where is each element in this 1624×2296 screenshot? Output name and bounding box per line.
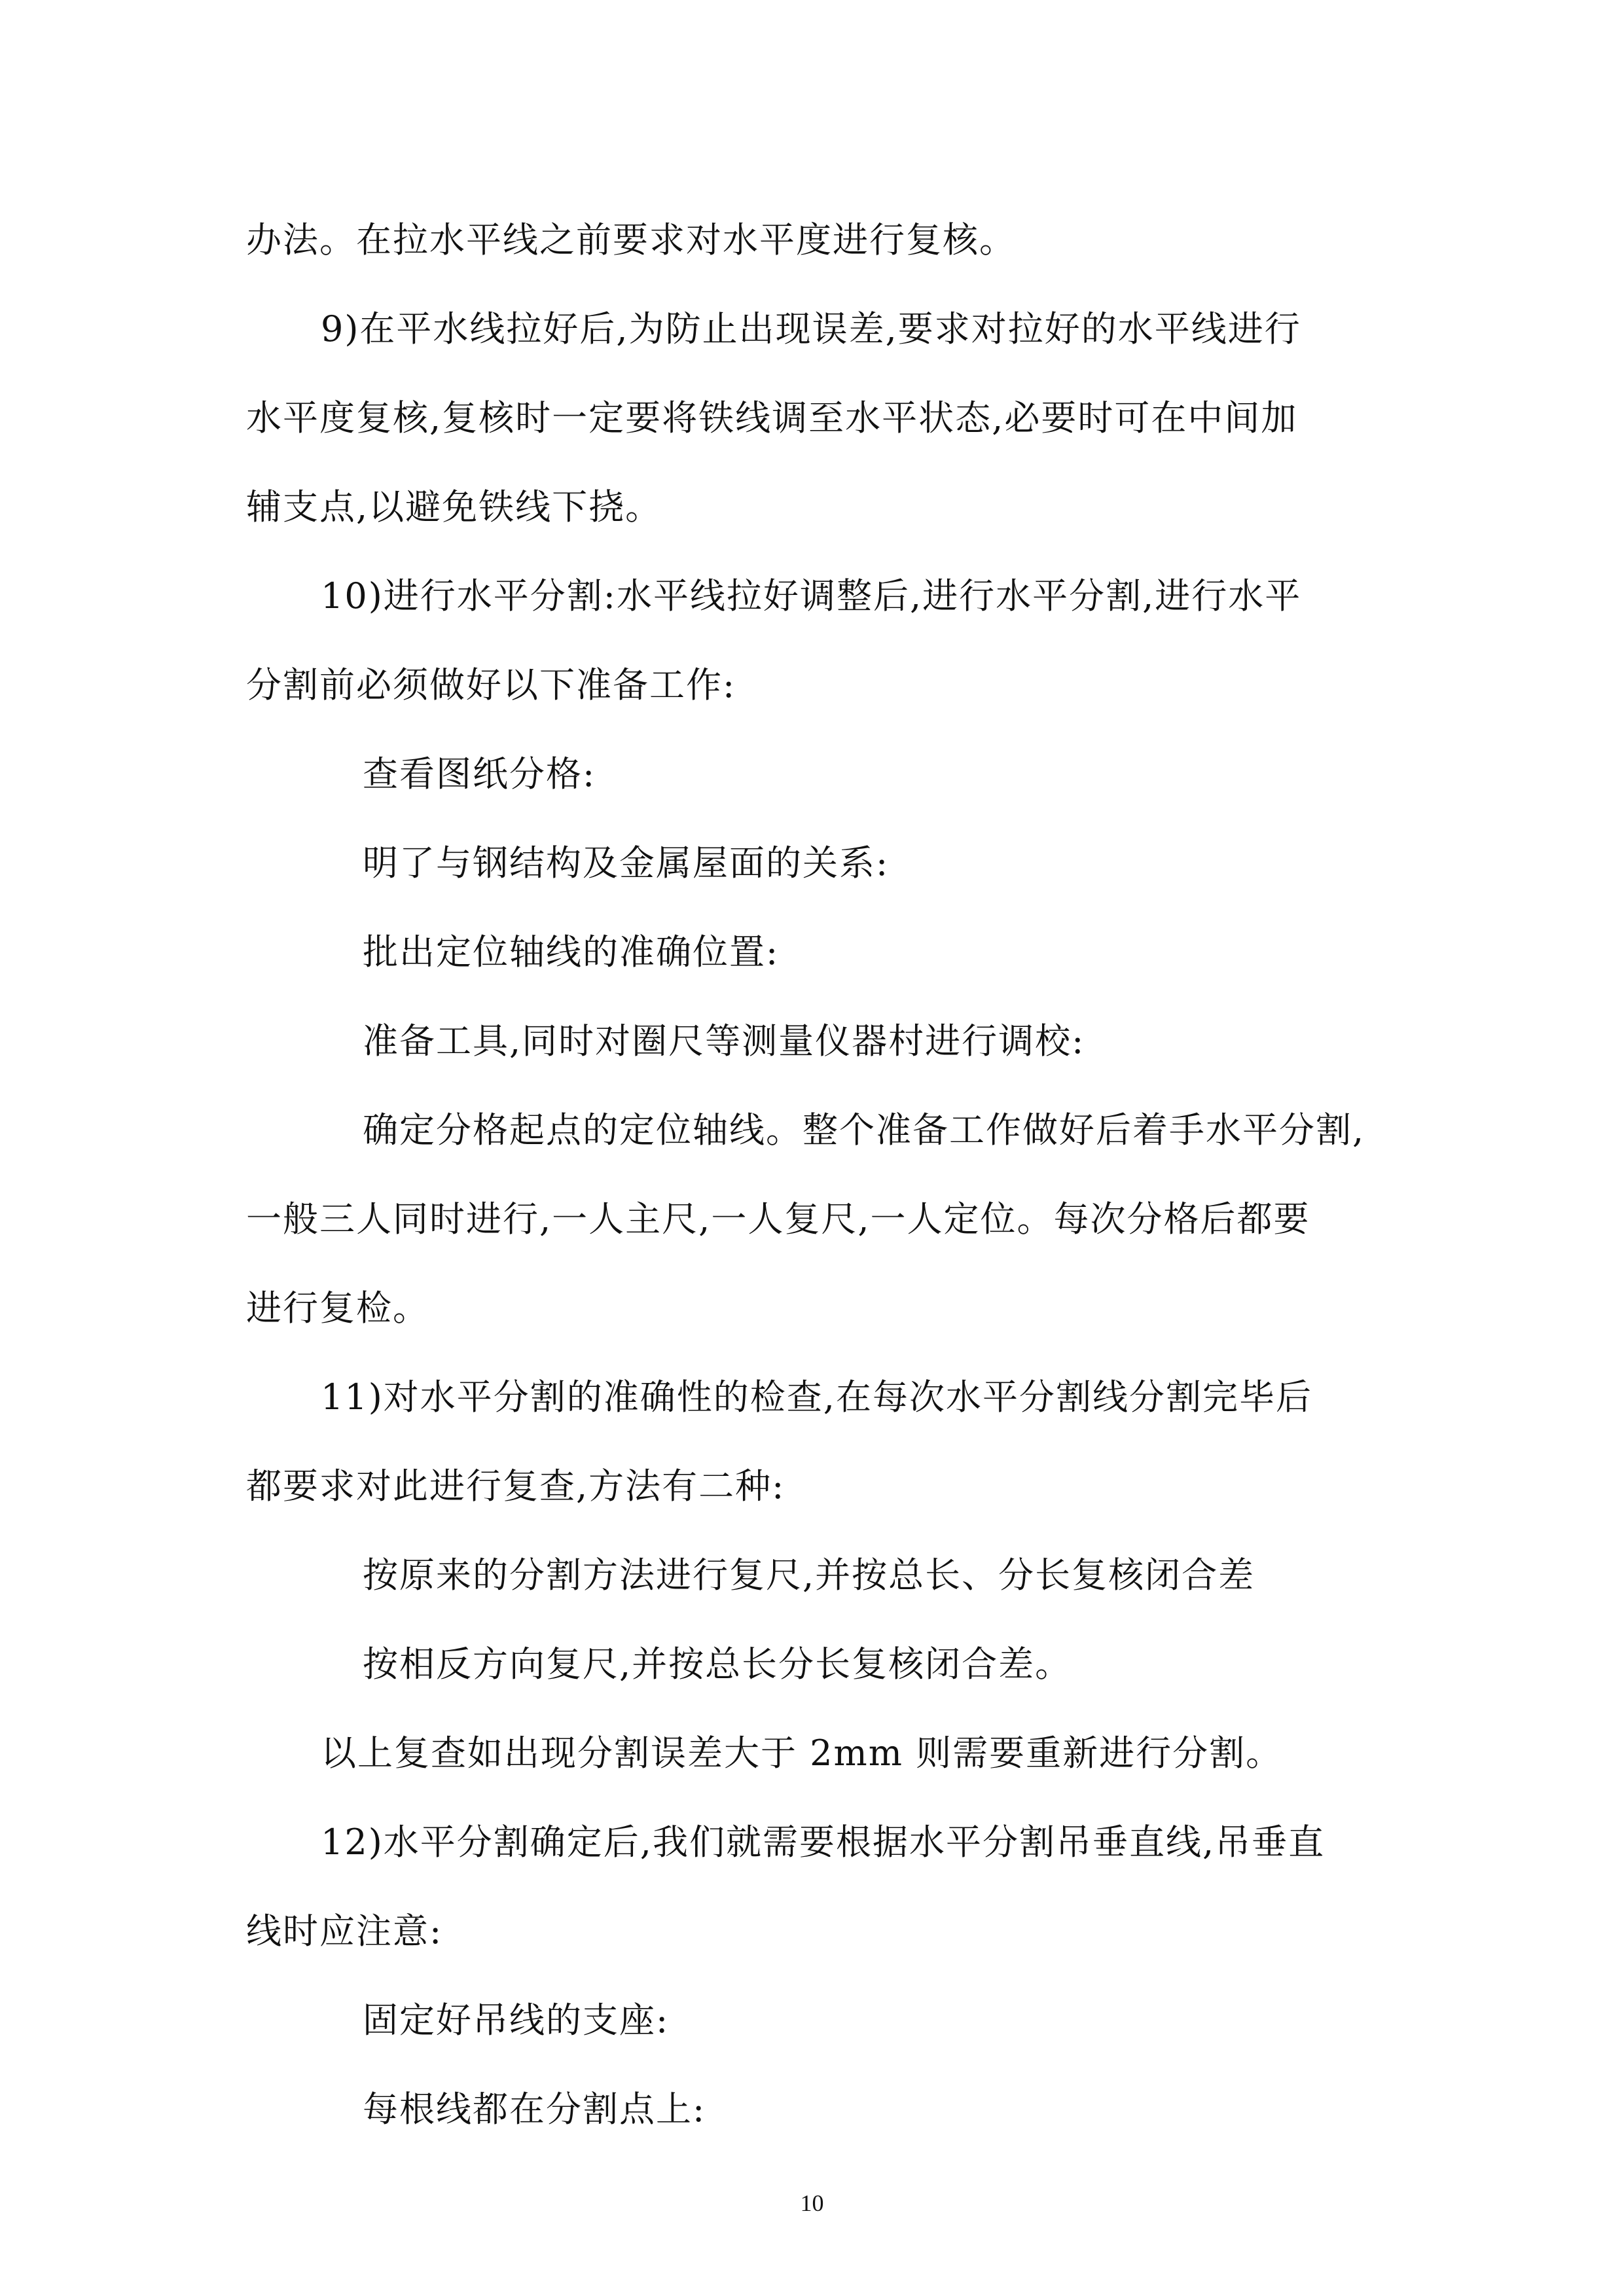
text-line-4: 辅支点,以避免铁线下挠。 bbox=[246, 486, 662, 528]
text-line-6: 分割前必须做好以下准备工作: bbox=[246, 664, 736, 706]
text-line-2: 9)在平水线拉好后,为防止出现误差,要求对拉好的水平线进行 bbox=[321, 308, 1301, 350]
text-line-15: 都要求对此进行复查,方法有二种: bbox=[246, 1465, 785, 1507]
text-line-1: 办法。在拉水平线之前要求对水平度进行复核。 bbox=[246, 219, 1016, 260]
text-line-14: 11)对水平分割的准确性的检查,在每次水平分割线分割完毕后 bbox=[321, 1376, 1312, 1418]
text-line-18: 以上复查如出现分割误差大于 2mm 则需要重新进行分割。 bbox=[321, 1732, 1283, 1774]
text-line-9: 批出定位轴线的准确位置: bbox=[363, 931, 780, 973]
text-line-19: 12)水平分割确定后,我们就需要根据水平分割吊垂直线,吊垂直 bbox=[321, 1821, 1326, 1863]
text-line-11: 确定分格起点的定位轴线。整个准备工作做好后着手水平分割, bbox=[363, 1109, 1365, 1151]
text-line-13: 进行复检。 bbox=[246, 1287, 429, 1329]
text-line-21: 固定好吊线的支座: bbox=[363, 2000, 670, 2041]
text-line-10: 准备工具,同时对圈尺等测量仪器村进行调校: bbox=[363, 1020, 1085, 1062]
text-line-8: 明了与钢结构及金属屋面的关系: bbox=[363, 842, 890, 884]
text-line-3: 水平度复核,复核时一定要将铁线调至水平状态,必要时可在中间加 bbox=[246, 397, 1298, 439]
text-line-12: 一般三人同时进行,一人主尺,一人复尺,一人定位。每次分格后都要 bbox=[246, 1198, 1310, 1240]
text-line-17: 按相反方向复尺,并按总长分长复核闭合差。 bbox=[363, 1643, 1072, 1685]
text-line-22: 每根线都在分割点上: bbox=[363, 2089, 706, 2130]
text-line-5: 10)进行水平分割:水平线拉好调整后,进行水平分割,进行水平 bbox=[321, 575, 1302, 617]
text-line-20: 线时应注意: bbox=[246, 1910, 443, 1952]
page-number: 10 bbox=[800, 2190, 824, 2216]
text-line-7: 查看图纸分格: bbox=[363, 753, 596, 795]
text-line-16: 按原来的分割方法进行复尺,并按总长、分长复核闭合差 bbox=[363, 1554, 1255, 1596]
